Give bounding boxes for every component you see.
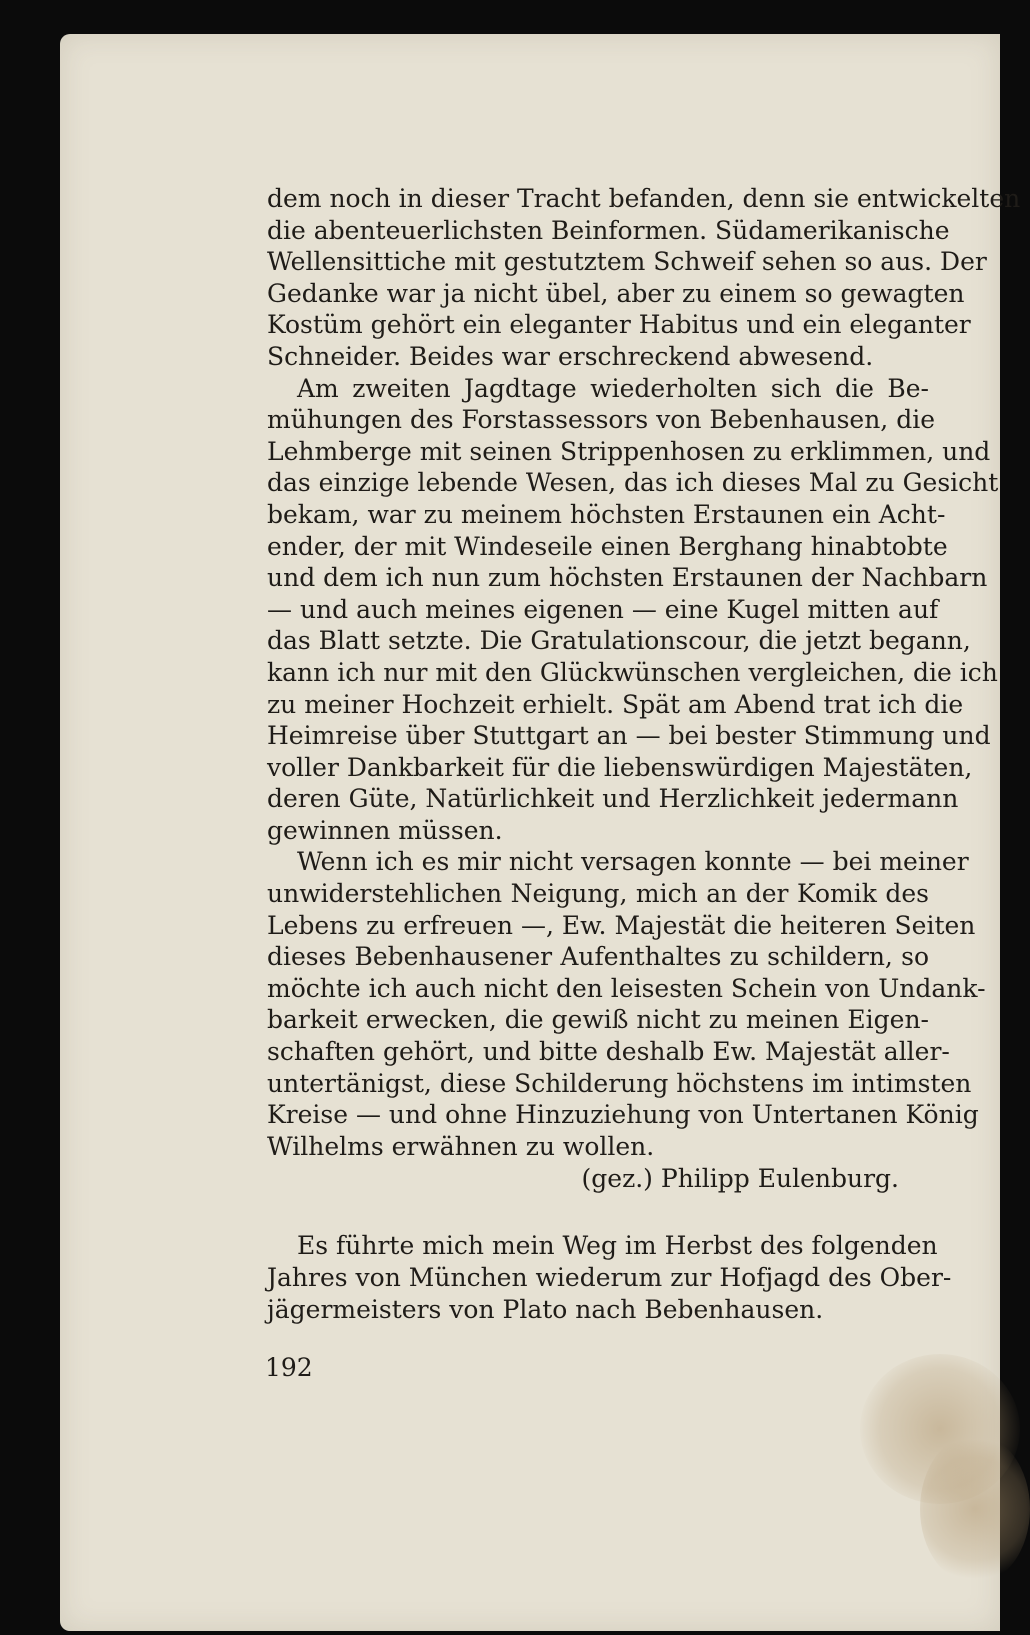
text-line: Lehmberge mit seinen Strippenhosen zu erklimmen, und xyxy=(267,436,991,466)
text-line: Es führte mich mein Weg im Herbst des folgenden xyxy=(297,1231,938,1261)
page-number: 192 xyxy=(265,1353,313,1382)
text-line: voller Dankbarkeit für die liebenswürdigen Majestäten, xyxy=(267,752,973,782)
paragraph-3 xyxy=(267,846,986,1162)
text-line: zu meiner Hochzeit erhielt. Spät am Abend trat ich die xyxy=(267,689,964,719)
paragraph-4 xyxy=(267,1230,952,1325)
text-line: Schneider. Beides war erschreckend abwesend. xyxy=(267,341,874,371)
text-line: dem noch in dieser Tracht befanden, denn sie entwickelten xyxy=(267,184,1021,213)
water-stain xyxy=(920,1434,1030,1584)
paragraph-gap xyxy=(267,1196,929,1230)
text-line: Jahres von München wiederum zur Hofjagd des Ober- xyxy=(267,1263,952,1292)
text-line: barkeit erwecken, die gewiß nicht zu meinen Eigen- xyxy=(267,1005,929,1035)
text-line: und dem ich nun zum höchsten Erstaunen der Nachbarn xyxy=(267,563,988,593)
text-line: das einzige lebende Wesen, das ich dieses Mal zu Gesicht xyxy=(267,468,999,498)
text-line: ender, der mit Windeseile einen Berghang hinabtobte xyxy=(267,531,948,561)
text-line: bekam, war zu meinem höchsten Erstaunen ein Acht- xyxy=(267,499,946,529)
text-line: Gedanke war ja nicht übel, aber zu einem so gewagten xyxy=(267,278,965,308)
text-line: jägermeisters von Plato nach Bebenhausen. xyxy=(267,1294,824,1324)
text-line: möchte ich auch nicht den leisesten Schein von Undank- xyxy=(267,973,986,1003)
text-line: kann ich nur mit den Glückwünschen vergleichen, die ich xyxy=(267,657,998,687)
text-line: schaften gehört, und bitte deshalb Ew. Majestät aller- xyxy=(267,1037,950,1067)
paragraph-2 xyxy=(267,373,999,847)
book-page xyxy=(60,34,1021,1631)
text-line: Wellensittiche mit gestutztem Schweif sehen so aus. Der xyxy=(267,247,987,277)
text-line: dieses Bebenhausener Aufenthaltes zu schildern, so xyxy=(267,942,929,972)
text-line: Wilhelms erwähnen zu wollen. xyxy=(267,1131,655,1161)
text-line: — und auch meines eigenen — eine Kugel mitten auf xyxy=(267,594,939,624)
text-line: das Blatt setzte. Die Gratulationscour, die jetzt begann, xyxy=(267,626,971,656)
text-line: Kreise — und ohne Hinzuziehung von Untertanen König xyxy=(267,1100,979,1130)
text-line: deren Güte, Natürlichkeit und Herzlichkeit jedermann xyxy=(267,784,959,814)
text-line: Heimreise über Stuttgart an — bei bester Stimmung und xyxy=(267,721,991,751)
text-line: mühungen des Forstassessors von Bebenhausen, die xyxy=(267,405,935,435)
page-text xyxy=(267,183,1021,1325)
text-line: Lebens zu erfreuen —, Ew. Majestät die heiteren Seiten xyxy=(267,910,976,940)
text-line: Am zweiten Jagdtage wiederholten sich die Be- xyxy=(297,373,929,403)
text-line: unwiderstehlichen Neigung, mich an der Komik des xyxy=(267,879,929,909)
text-line: Wenn ich es mir nicht versagen konnte — bei meiner xyxy=(297,847,969,877)
text-line: die abenteuerlichsten Beinformen. Südamerikanische xyxy=(267,215,950,245)
paragraph-1 xyxy=(267,183,1021,373)
signature-line: (gez.) Philipp Eulenburg. xyxy=(581,1164,899,1194)
text-line: gewinnen müssen. xyxy=(267,815,503,845)
text-line: untertänigst, diese Schilderung höchstens im intimsten xyxy=(267,1068,972,1098)
text-line: Kostüm gehört ein eleganter Habitus und ein eleganter xyxy=(267,310,971,340)
